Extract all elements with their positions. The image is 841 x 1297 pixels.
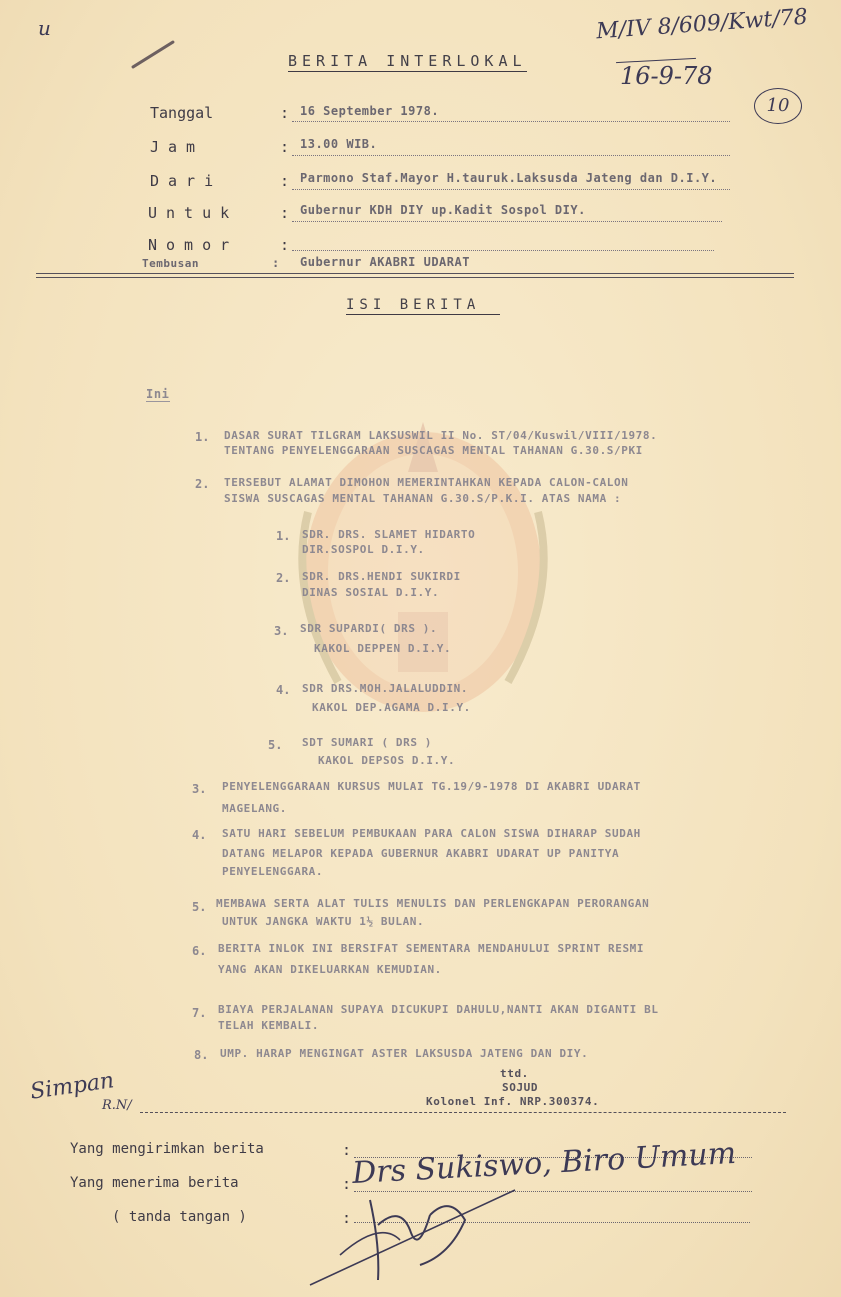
margin-initials: R.N/ bbox=[102, 1098, 132, 1113]
name-number: 3. bbox=[274, 624, 289, 638]
field-dotline bbox=[292, 249, 714, 251]
sender-label: Yang mengirimkan berita bbox=[70, 1141, 264, 1157]
item-6-line-1: BERITA INLOK INI BERSIFAT SEMENTARA MENDAHULUI SPRINT RESMI bbox=[218, 942, 645, 955]
colon: : bbox=[342, 1175, 352, 1193]
item-number: 5. bbox=[192, 900, 207, 914]
item-1-line-2: TENTANG PENYELENGGARAAN SUSCAGAS MENTAL TAHANAN G.30.S/PKI bbox=[224, 444, 643, 457]
value-dari: Parmono Staf.Mayor H.tauruk.Laksusda Jateng dan D.I.Y. bbox=[300, 171, 718, 185]
item-7-line-1: BIAYA PERJALANAN SUPAYA DICUKUPI DAHULU,NANTI AKAN DIGANTI BL bbox=[218, 1003, 659, 1016]
name-3-line-1: SDR SUPARDI( DRS ). bbox=[300, 622, 438, 635]
colon: : bbox=[342, 1141, 352, 1159]
item-4-line-2: DATANG MELAPOR KEPADA GUBERNUR AKABRI UDARAT UP PANITYA bbox=[222, 847, 620, 860]
label-tembusan: Tembusan bbox=[142, 257, 199, 270]
item-2-line-1: TERSEBUT ALAMAT DIMOHON MEMERINTAHKAN KEPADA CALON-CALON bbox=[224, 476, 629, 489]
signature-ttd: ttd. bbox=[500, 1067, 529, 1080]
label-nomor: Nomor bbox=[148, 236, 239, 254]
item-4-line-3: PENYELENGGARA. bbox=[222, 865, 324, 878]
label-tanggal: Tanggal bbox=[150, 104, 214, 122]
item-number: 6. bbox=[192, 944, 207, 958]
name-4-line-1: SDR DRS.MOH.JALALUDDIN. bbox=[302, 682, 469, 695]
intro-underline bbox=[146, 401, 170, 402]
item-5-line-2: UNTUK JANGKA WAKTU 1½ BULAN. bbox=[222, 915, 425, 928]
name-2-line-1: SDR. DRS.HENDI SUKIRDI bbox=[302, 570, 461, 583]
colon: : bbox=[280, 204, 290, 222]
name-number: 2. bbox=[276, 571, 291, 585]
margin-note: Simpan bbox=[28, 1068, 116, 1105]
field-dotline bbox=[292, 154, 730, 156]
name-4-line-2: KAKOL DEP.AGAMA D.I.Y. bbox=[312, 701, 471, 714]
item-number: 3. bbox=[192, 782, 207, 796]
colon: : bbox=[280, 172, 290, 190]
label-jam: Jam bbox=[150, 138, 205, 156]
receiver-label: Yang menerima berita bbox=[70, 1175, 239, 1191]
signature-label: ( tanda tangan ) bbox=[112, 1209, 247, 1225]
name-number: 5. bbox=[268, 738, 283, 752]
section-title: ISI BERITA bbox=[346, 297, 500, 313]
name-number: 1. bbox=[276, 529, 291, 543]
corner-mark: u bbox=[38, 16, 51, 40]
name-5-line-2: KAKOL DEPSOS D.I.Y. bbox=[318, 754, 456, 767]
signature-name: SOJUD bbox=[502, 1081, 539, 1094]
footer-divider bbox=[140, 1112, 786, 1113]
field-dotline bbox=[292, 220, 722, 222]
colon-tembusan: : bbox=[272, 256, 280, 270]
field-dotline bbox=[292, 120, 730, 122]
value-tanggal: 16 September 1978. bbox=[300, 104, 440, 118]
name-1-line-2: DIR.SOSPOL D.I.Y. bbox=[302, 543, 425, 556]
item-number: 7. bbox=[192, 1006, 207, 1020]
name-1-line-1: SDR. DRS. SLAMET HIDARTO bbox=[302, 528, 476, 541]
field-dotline bbox=[292, 188, 730, 190]
colon: : bbox=[342, 1209, 352, 1227]
handwritten-date: 16-9-78 bbox=[620, 62, 713, 90]
page-number-circle bbox=[754, 88, 802, 124]
value-untuk: Gubernur KDH DIY up.Kadit Sospol DIY. bbox=[300, 203, 586, 217]
item-number: 4. bbox=[192, 828, 207, 842]
item-number: 2. bbox=[195, 477, 210, 491]
item-5-line-1: MEMBAWA SERTA ALAT TULIS MENULIS DAN PERLENGKAPAN PERORANGAN bbox=[216, 897, 650, 910]
label-dari: Dari bbox=[150, 172, 223, 190]
handwritten-reference: M/IV 8/609/Kwt/78 bbox=[595, 4, 809, 45]
item-8-line-1: UMP. HARAP MENGINGAT ASTER LAKSUSDA JATENG DAN DIY. bbox=[220, 1047, 589, 1060]
name-number: 4. bbox=[276, 683, 291, 697]
item-1-line-1: DASAR SURAT TILGRAM LAKSUSWIL II No. ST/04/Kuswil/VIII/1978. bbox=[224, 429, 658, 442]
document-title: BERITA INTERLOKAL bbox=[288, 52, 527, 70]
name-3-line-2: KAKOL DEPPEN D.I.Y. bbox=[314, 642, 452, 655]
item-number: 1. bbox=[195, 430, 210, 444]
receiver-handwritten-name: Drs Sukiswo, Biro Umum bbox=[351, 1135, 737, 1192]
item-3-line-2: MAGELANG. bbox=[222, 802, 288, 815]
item-4-line-1: SATU HARI SEBELUM PEMBUKAAN PARA CALON SISWA DIHARAP SUDAH bbox=[222, 827, 641, 840]
header-divider bbox=[36, 273, 794, 278]
item-number: 8. bbox=[194, 1048, 209, 1062]
value-tembusan: Gubernur AKABRI UDARAT bbox=[300, 255, 470, 269]
item-2-line-2: SISWA SUSCAGAS MENTAL TAHANAN G.30.S/P.K.I. ATAS NAMA : bbox=[224, 492, 622, 505]
label-untuk: Untuk bbox=[148, 204, 239, 222]
item-7-line-2: TELAH KEMBALI. bbox=[218, 1019, 320, 1032]
name-5-line-1: SDT SUMARI ( DRS ) bbox=[302, 736, 433, 749]
colon: : bbox=[280, 138, 290, 156]
colon: : bbox=[280, 104, 290, 122]
intro-text: Ini bbox=[146, 387, 170, 401]
name-2-line-2: DINAS SOSIAL D.I.Y. bbox=[302, 586, 440, 599]
handwritten-signature bbox=[300, 1185, 530, 1290]
item-3-line-1: PENYELENGGARAAN KURSUS MULAI TG.19/9-1978 DI AKABRI UDARAT bbox=[222, 780, 641, 793]
staple-mark bbox=[131, 40, 175, 69]
page-number: 10 bbox=[766, 95, 790, 116]
value-jam: 13.00 WIB. bbox=[300, 137, 378, 151]
item-6-line-2: YANG AKAN DIKELUARKAN KEMUDIAN. bbox=[218, 963, 442, 976]
signature-rank: Kolonel Inf. NRP.300374. bbox=[426, 1095, 600, 1108]
colon: : bbox=[280, 236, 290, 254]
